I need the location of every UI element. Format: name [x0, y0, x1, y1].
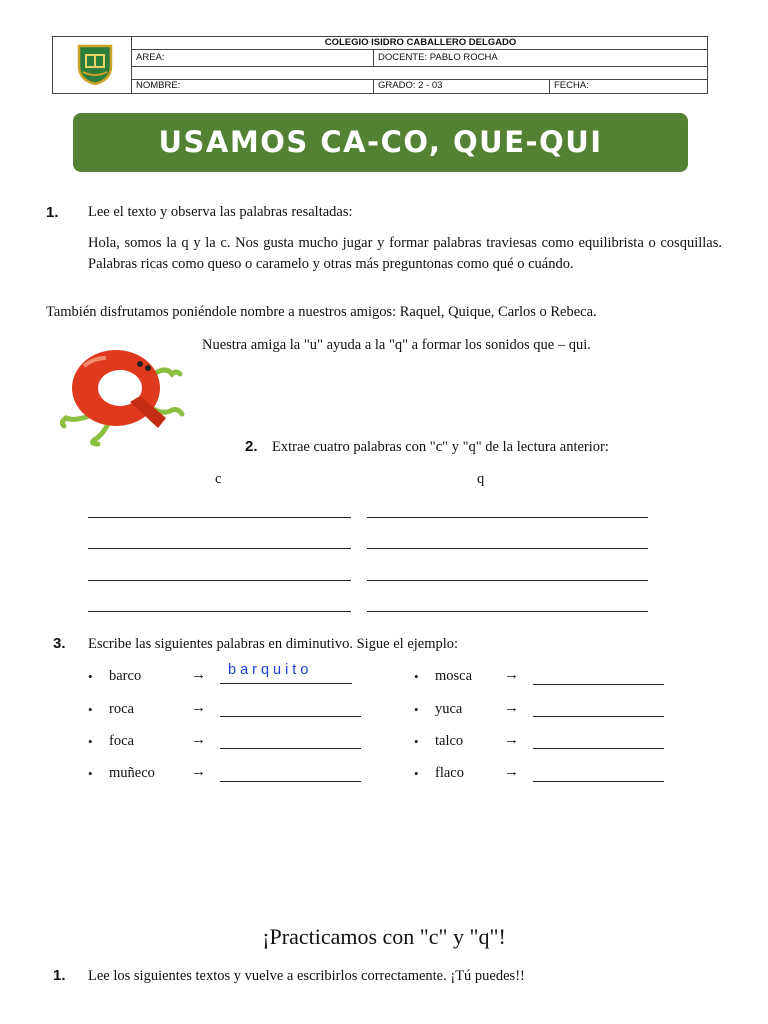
bullet: •	[414, 734, 419, 749]
date-label: FECHA:	[554, 80, 589, 91]
word-right-3: talco	[435, 733, 464, 749]
section2-instruction: Extrae cuatro palabras con "c" y "q" de la lectura anterior:	[272, 439, 609, 455]
answer-line-c-3[interactable]	[88, 580, 351, 581]
bullet: •	[414, 766, 419, 781]
header-table	[52, 36, 708, 94]
section3-instruction: Escribe las siguientes palabras en diminutivo. Sigue el ejemplo:	[88, 636, 459, 652]
word-left-3: foca	[109, 733, 134, 749]
practice-title: ¡Practicamos con "c" y "q"!	[262, 924, 506, 949]
column-q-label: q	[477, 471, 485, 487]
section1-instruction: Lee el texto y observa las palabras resaltadas:	[88, 204, 353, 220]
name-label: NOMBRE:	[136, 80, 181, 91]
school-crest-icon	[75, 42, 115, 86]
section1-paragraph: Hola, somos la q y la c. Nos gusta mucho jugar y formar palabras traviesas como equilibrista o cosquillas. Palabras ricas como queso o caramelo y otras más preguntonas como qué o cuándo.	[88, 235, 722, 272]
answer-line-right-4[interactable]	[533, 781, 664, 782]
answer-line-q-3[interactable]	[367, 580, 648, 581]
column-c-label: c	[215, 471, 222, 487]
word-left-1: barco	[109, 668, 142, 684]
bullet: •	[88, 766, 93, 781]
section1-line3: Nuestra amiga la "u" ayuda a la "q" a formar los sonidos que – qui.	[202, 337, 591, 353]
section3-number: 3.	[53, 635, 66, 652]
word-right-2: yuca	[435, 701, 463, 717]
example-answer: barquito	[228, 662, 313, 678]
arrow-icon: →	[504, 700, 519, 716]
arrow-icon: →	[191, 700, 206, 716]
section1-number: 1.	[46, 204, 59, 221]
arrow-icon: →	[191, 732, 206, 748]
practice-number: 1.	[53, 967, 66, 984]
arrow-icon: →	[504, 667, 519, 683]
title-banner: USAMOS CA-CO, QUE-QUI	[73, 113, 688, 172]
word-right-1: mosca	[435, 668, 473, 684]
school-name: COLEGIO ISIDRO CABALLERO DELGADO	[324, 37, 517, 48]
school-logo-cell	[53, 37, 132, 93]
arrow-icon: →	[191, 764, 206, 780]
section2-number: 2.	[245, 438, 258, 455]
word-left-4: muñeco	[109, 765, 155, 781]
area-label: AREA:	[136, 52, 165, 63]
letter-q-character-icon	[54, 344, 194, 448]
answer-line-q-4[interactable]	[367, 611, 648, 612]
answer-line-right-1[interactable]	[533, 684, 664, 685]
answer-line-left-3[interactable]	[220, 748, 361, 749]
teacher-label: DOCENTE: PABLO ROCHA	[378, 52, 498, 63]
word-left-2: roca	[109, 701, 134, 717]
bullet: •	[414, 669, 419, 684]
bullet: •	[414, 702, 419, 717]
arrow-icon: →	[191, 667, 206, 683]
bullet: •	[88, 734, 93, 749]
answer-line-right-2[interactable]	[533, 716, 664, 717]
practice-instruction: Lee los siguientes textos y vuelve a escribirlos correctamente. ¡Tú puedes!!	[88, 968, 525, 984]
bullet: •	[88, 702, 93, 717]
answer-line-q-2[interactable]	[367, 548, 648, 549]
answer-line-c-4[interactable]	[88, 611, 351, 612]
section1-line2: También disfrutamos poniéndole nombre a nuestros amigos: Raquel, Quique, Carlos o Rebeca.	[46, 304, 597, 320]
answer-line-q-1[interactable]	[367, 517, 648, 518]
word-right-4: flaco	[435, 765, 464, 781]
answer-line-right-3[interactable]	[533, 748, 664, 749]
answer-line-left-2[interactable]	[220, 716, 361, 717]
grade-label: GRADO: 2 - 03	[378, 80, 443, 91]
answer-line-left-4[interactable]	[220, 781, 361, 782]
answer-line-c-2[interactable]	[88, 548, 351, 549]
arrow-icon: →	[504, 764, 519, 780]
answer-line-c-1[interactable]	[88, 517, 351, 518]
answer-line-left-1[interactable]	[220, 683, 352, 684]
arrow-icon: →	[504, 732, 519, 748]
bullet: •	[88, 669, 93, 684]
